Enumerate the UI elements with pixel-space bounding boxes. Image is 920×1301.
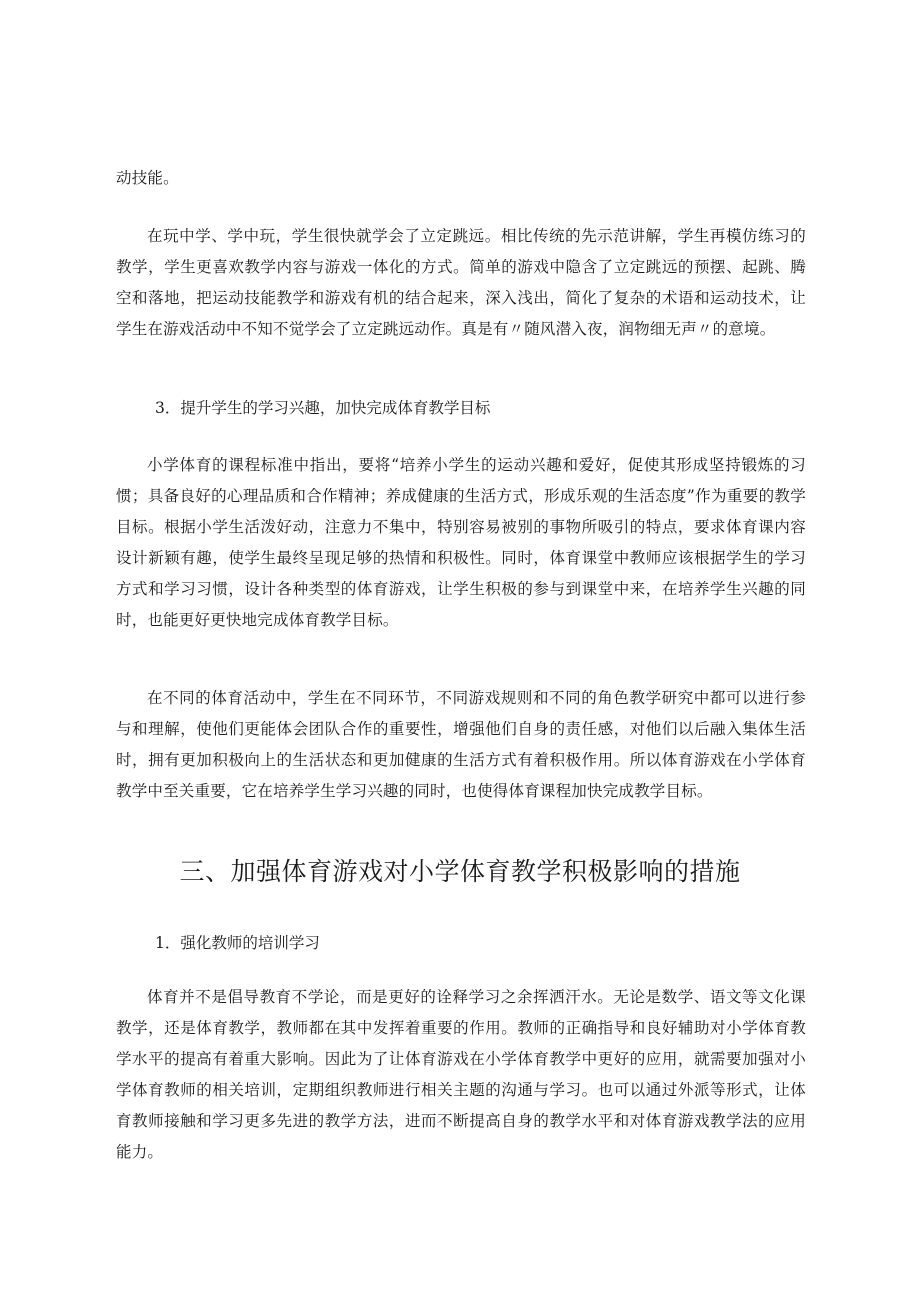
- subheading-1: 1．强化教师的培训学习: [155, 934, 320, 952]
- subheading-3: 3．提升学生的学习兴趣，加快完成体育教学目标: [155, 399, 491, 417]
- paragraph-continuation: 动技能。: [116, 169, 179, 187]
- section-title: 三、加强体育游戏对小学体育教学积极影响的措施: [179, 857, 741, 886]
- paragraph-play-and-learn: 在玩中学、学中玩，学生很快就学会了立定跳远。相比传统的先示范讲解，学生再模仿练习的教学，学生更喜欢教学内容与游戏一体化的方式。简单的游戏中隐含了立定跳远的预摆、起跳、腾空和落地，把运动技能教学和游戏有机的结合起来，深入浅出，简化了复杂的术语和运动技术，让学生在游戏活动中不知不觉学会了立定跳远动作。真是有〃随风潜入夜，润物细无声〃的意境。: [116, 227, 806, 338]
- paragraph-teacher-training: 体育并不是倡导教育不学论，而是更好的诠释学习之余挥洒汗水。无论是数学、语文等文化课教学，还是体育教学，教师都在其中发挥着重要的作用。教师的正确指导和良好辅助对小学体育教学水平的提高有着重大影响。因此为了让体育游戏在小学体育教学中更好的应用，就需要加强对小学体育教师的相关培训，定期组织教师进行相关主题的沟通与学习。也可以通过外派等形式，让体育教师接触和学习更多先进的教学方法，进而不断提高自身的教学水平和对体育游戏教学法的应用能力。: [116, 988, 806, 1161]
- paragraph-curriculum-standard: 小学体育的课程标准中指出，要将“培养小学生的运动兴趣和爱好，促使其形成坚持锻炼的习惯；具备良好的心理品质和合作精神；养成健康的生活方式，形成乐观的生活态度”作为重要的教学目标。根据小学生活泼好动，注意力不集中，特别容易被别的事物所吸引的特点，要求体育课内容设计新颖有趣，使学生最终呈现足够的热情和积极性。同时，体育课堂中教师应该根据学生的学习方式和学习习惯，设计各种类型的体育游戏，让学生积极的参与到课堂中来，在培养学生兴趣的同时，也能更好更快地完成体育教学目标。: [116, 456, 806, 629]
- paragraph-team-activities: 在不同的体育活动中，学生在不同环节，不同游戏规则和不同的角色教学研究中都可以进行参与和理解，使他们更能体会团队合作的重要性，增强他们自身的责任感，对他们以后融入集体生活时，拥有更加积极向上的生活状态和更加健康的生活方式有着积极作用。所以体育游戏在小学体育教学中至关重要，它在培养学生学习兴趣的同时，也使得体育课程加快完成教学目标。: [116, 689, 806, 800]
